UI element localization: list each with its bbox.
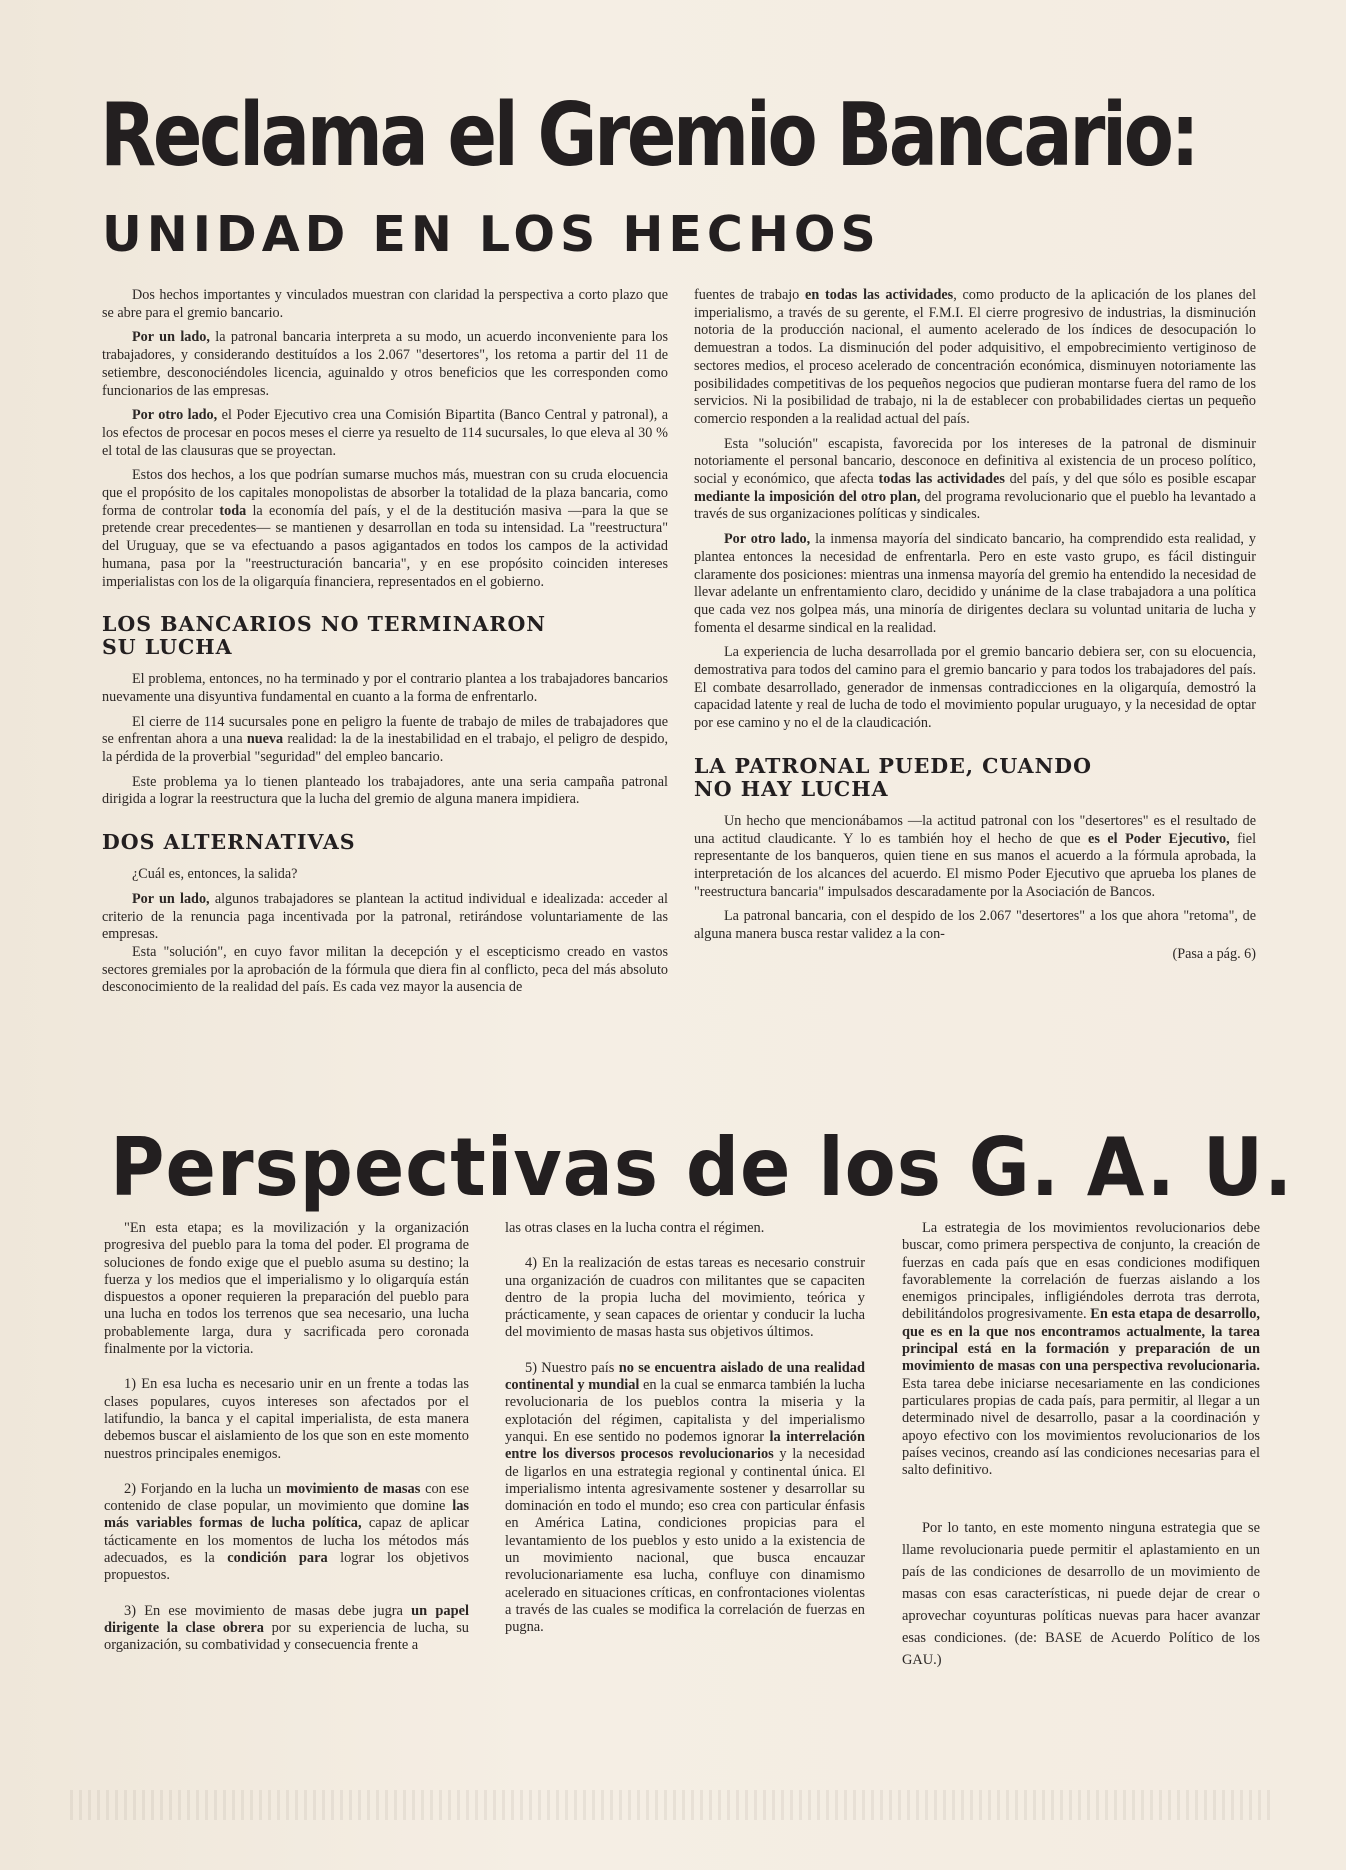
print-smudge (70, 1790, 1270, 1820)
paragraph (104, 1220, 469, 1358)
paragraph (102, 774, 668, 809)
paragraph (104, 1481, 469, 1585)
bold-text: Por otro lado, (132, 407, 218, 424)
paragraph (102, 287, 668, 322)
paragraph (102, 407, 668, 460)
bold-text: no se encuentra aislado de una realidad continental y mundial (505, 1359, 865, 1394)
text: , como producto de la aplicación de los planes del imperialismo, a través de su gerente, el F.M.I. El cierre progresivo de industrias, la disminución notoria de la producción nacional, el aumento acelerado de los índices de desocupación lo demuestran a todos. La disminución del poder adquisitivo, el empobrecimiento vertiginoso de sectores medios, el proceso acelerado de concentración económica, disminuyen notoriamente las posibilidades competitivas de los pequeños negocios que pudieran montarse fuera del ramo de los servicios. Ni la posibilidad de trabajo, ni la de establecer con probabilidades ciertas un pequeño comercio responden a la realidad actual del país. (694, 287, 1257, 427)
bold-text: mediante la imposición del otro plan, (694, 488, 921, 505)
paragraph (102, 329, 668, 400)
text: Por lo tanto, en este momento ninguna estrategia que se llame revolucionaria puede permitir el aplastamiento en un país de las condiciones de desarrollo de un movimiento de masas con esas características, ni puede dejar de crear o aprovechar coyunturas políticas nuevas para hacer avanzar esas condiciones. (de: BASE de Acuerdo Político de los GAU.) (902, 1520, 1260, 1669)
paragraph (104, 1376, 469, 1462)
article1-headline: Reclama el Gremio Bancario: (100, 84, 1197, 186)
bold-text: todas las actividades (878, 471, 1005, 488)
paragraph (694, 813, 1256, 902)
text: realidad: la de la inestabilidad en el trabajo, el peligro de despido, la pérdida de la proverbial "seguridad" del empleo bancario. (102, 731, 669, 766)
section-heading: DOS ALTERNATIVAS (102, 830, 356, 855)
text: La patronal bancaria, con el despido de los 2.067 "desertores" a los que ahora "retoma", de alguna manera busca restar validez a la con- (694, 908, 1256, 943)
text: 4) En la realización de estas tareas es necesario construir una organización de cuadros con militantes que se capaciten dentro de la propia lucha del movimiento, teórica y prácticamente, y sean capaces de orientar y conducir la lucha del movimiento de masas hasta sus objetivos últimos. (505, 1255, 865, 1341)
text: lograr los objetivos propuestos. (104, 1550, 469, 1584)
text: Esta "solución" escapista, favorecida por los intereses de la patronal de disminuir notoriamente el personal bancario, desconoce en definitiva al existencia de un proceso político, social y económico, que afecta (694, 435, 1256, 488)
bold-text: condición para (227, 1550, 328, 1567)
continued-note: (Pasa a pág. 6) (1172, 945, 1256, 962)
article2-headline: Perspectivas de los G. A. U. (110, 1121, 1294, 1214)
text: Un hecho que mencionábamos —la actitud patronal con los "desertores" es el resultado de una actitud claudicante. Y lo es también hoy el hecho de que (694, 812, 1256, 847)
text: el Poder Ejecutivo crea una Comisión Bipartita (Banco Central y patronal), a los efectos de procesar en pocos meses el cierre ya resuelto de 114 sucursales, lo que eleva al 30 % el total de las clausuras que se proyectan. (102, 407, 668, 459)
text: 3) En ese movimiento de masas debe jugra (124, 1602, 412, 1619)
article1-subheadline: UNIDAD EN LOS HECHOS (102, 206, 881, 263)
text: con ese contenido de clase popular, un movimiento que domine (104, 1480, 469, 1515)
section-heading: LA PATRONAL PUEDE, CUANDO NO HAY LUCHA (694, 753, 1092, 801)
bold-text: Por otro lado, (724, 531, 811, 548)
paragraph (694, 908, 1256, 943)
text: La experiencia de lucha desarrollada por el gremio bancario debiera ser, con su elocuencia, demostrativa para todos del camino para el gremio bancario y para todos los trabajadores del país. El combate desarrollado, generador de inmensas contradicciones en la oligarquía, demostró la capacidad latente y real de lucha de todo el movimiento popular uruguayo, y la necesidad de optar por ese camino y no el de la claudicación. (694, 644, 1256, 732)
text: El problema, entonces, no ha terminado y por el contrario plantea a los trabajadores bancarios nuevamente una disyuntiva fundamental en cuanto a la forma de enfrentarlo. (102, 671, 668, 705)
bold-text: movimiento de masas (286, 1480, 421, 1497)
bold-text: las más variables formas de lucha política, (104, 1498, 469, 1532)
text: 1) En esa lucha es necesario unir en un frente a todas las clases populares, cuyos intereses son afectados por el latifundio, la banca y el capital imperialista, de esta manera debemos buscar el aislamiento de los que son en este momento nuestros principales enemigos. (104, 1376, 469, 1462)
text: 5) Nuestro país (525, 1359, 619, 1376)
section-heading: LOS BANCARIOS NO TERMINARON SU LUCHA (102, 612, 547, 660)
text: "En esta etapa; es la movilización y la organización progresiva del pueblo para la toma del poder. El programa de soluciones de fondo exige que el pueblo asuma su destino; la fuerza y los medios que el imperialismo y lo oligarquía están dispuestos a oponer requieren la preparación del pueblo para una lucha en todos los terrenos que sea necesario, una lucha probablemente larga, dura y sacrificada pero coronada finalmente por la victoria. (104, 1220, 469, 1358)
article2-column-1 (104, 1220, 469, 1673)
bold-text: en todas las actividades (805, 287, 954, 303)
text: Esta "solución", en cuyo favor militan la decepción y el escepticismo creado en vastos sectores gremiales por la aprobación de la fórmula que diera fin al conflicto, peca del más absoluto desconocimiento de la realidad del país. Es cada vez mayor la ausencia de (102, 943, 668, 996)
paragraph (505, 1360, 865, 1637)
text: capaz de aplicar tácticamente en los momentos de lucha los métodos más adecuados, es la (104, 1515, 469, 1567)
paragraph (902, 1220, 1260, 1479)
bold-text: Por un lado, (132, 329, 210, 346)
text: Este problema ya lo tienen planteado los trabajadores, ante una seria campaña patronal dirigida a lograr la reestructura que la lucha del gremio de alguna manera impidiera. (102, 773, 668, 808)
paragraph (694, 644, 1256, 733)
text: fiel representante de los banqueros, quien tiene en sus manos el acuerdo a la fórmula aprobada, la interpretación de los alcances del acuerdo. El mismo Poder Ejecutivo que aprueba los planes de "reestructura bancaria" impulsados descaradamente por la Asociación de Bancos. (694, 830, 1257, 900)
article2-column-2 (505, 1220, 865, 1655)
paragraph (102, 891, 668, 944)
article2-column-3 (902, 1220, 1260, 1689)
text: por su experiencia de lucha, su organización, su combatividad y consecuencia frente a (104, 1619, 469, 1654)
paragraph (102, 866, 668, 884)
paragraph (102, 714, 668, 767)
text: Dos hechos importantes y vinculados muestran con claridad la perspectiva a corto plazo que se abre para el gremio bancario. (102, 287, 668, 321)
text: La estrategia de los movimientos revolucionarios debe buscar, como primera perspectiva de conjunto, la creación de fuerzas en cada país que en esas condiciones modifiquen favorablemente la correlación de fuerzas aislando a los enemigos principales, infligiéndoles derrota tras derrota, debilitándolos progresivamente. (902, 1220, 1260, 1323)
paragraph (505, 1220, 865, 1237)
bold-text: toda (219, 502, 247, 519)
paragraph (694, 287, 1256, 429)
text: Esta tarea debe iniciarse necesariamente en las condiciones particulares propias de cada país, para permitir, al llegar a un determinado nivel de desarrollo, pasar a la coordinación y apoyo efectivo con los movimientos revolucionarios de los países vecinos, creando así las condiciones necesarias para el salto definitivo. (902, 1375, 1260, 1479)
text: y la necesidad de ligarlos en una estrategia regional y continental única. El imperialismo intenta agresivamente sostener y desarrollar su dominación en todo el mundo; eso crea con particular énfasis en América Latina, condiciones propicias para el levantamiento de los pueblos y esto unido a la existencia de un movimiento nacional, que busca encauzar revolucionariamente esa lucha, confluye con dinamismo acelerado en situaciones críticas, en confrontaciones violentas a través de las cuales se modifica la correlación de fuerzas en pugna. (505, 1446, 865, 1636)
bold-text: nueva (246, 731, 284, 748)
paragraph (102, 467, 668, 591)
bold-text: un papel dirigente la clase obrera (104, 1602, 469, 1636)
text: fuentes de trabajo (694, 287, 806, 303)
text: del país, y del que sólo es posible escapar (1004, 471, 1256, 488)
article1-right-column (694, 287, 1256, 964)
text: 2) Forjando en la lucha un (124, 1480, 287, 1497)
paragraph (505, 1255, 865, 1341)
text: la economía del país, y el de la destitución masiva —para la que se pretende crear precedentes— se mantienen y desarrollan en toda su intensidad. La "reestructura" del Uruguay, que se va efectuando a pasos agigantados en todos los campos de la actividad humana, pasa por la "reestructuración bancaria", y en ese propósito coinciden intereses imperialistas con los de la oligarquía financiera, representados en el gobierno. (102, 502, 669, 590)
paragraph (102, 944, 668, 997)
text: algunos trabajadores se plantean la actitud individual e idealizada: acceder al criterio de la renuncia paga incentivada por la patronal, retirándose voluntariamente de las empresas. (102, 890, 668, 943)
paragraph (694, 531, 1256, 637)
bold-text: En esta etapa de desarrollo, que es en la que nos encontramos actualmente, la tarea principal está en la formación y preparación de un movimiento de masas con una perspectiva revolucionaria. (902, 1306, 1260, 1375)
paragraph (902, 1517, 1260, 1671)
text: la inmensa mayoría del sindicato bancario, ha comprendido esta realidad, y plantea entonces la necesidad de enfrentarla. Pero en este vasto grupo, es fácil distinguir claramente dos posiciones: mientras una inmensa mayoría del gremio ha entendido la necesidad de llevar adelante un enfrentamiento claro, decidido y unánime de la clase trabajadora a una política que cada vez nos golpea más, una minoría de dirigentes declara su voluntad unitaria de lucha y fomenta el desarme sindical en la realidad. (694, 531, 1256, 636)
article1-left-column (102, 287, 668, 1004)
bold-text: Por un lado, (132, 890, 210, 907)
paragraph (102, 671, 668, 706)
bold-text: la interrelación entre los diversos procesos revolucionarios (505, 1428, 865, 1463)
paragraph (694, 436, 1256, 525)
text: Estos dos hechos, a los que podrían sumarse muchos más, muestran con su cruda elocuencia que el propósito de los capitales monopolistas de absorber la totalidad de la plaza bancaria, como forma de controlar (102, 467, 668, 519)
text: las otras clases en la lucha contra el régimen. (505, 1220, 765, 1236)
text: en la cual se enmarca también la lucha revolucionaria de los pueblos contra la miseria y la explotación del régimen, capitalista y del imperialismo yanqui. En ese sentido no podemos ignorar (505, 1377, 865, 1445)
text: El cierre de 114 sucursales pone en peligro la fuente de trabajo de miles de trabajadores que se enfrentan ahora a una (102, 713, 668, 748)
text: la patronal bancaria interpreta a su modo, un acuerdo inconveniente para los trabajadores, y considerando destituídos a los 2.067 "desertores", los retoma a partir del 11 de setiembre, desconociéndoles licencia, aguinaldo y otros beneficios que les corresponden como funcionarios de las empresas. (102, 329, 668, 399)
text: del programa revolucionario que el pueblo ha levantado a través de sus organizaciones políticas y sindicales. (694, 488, 1256, 523)
bold-text: es el Poder Ejecutivo, (1088, 830, 1230, 847)
text: ¿Cuál es, entonces, la salida? (132, 866, 298, 883)
paragraph (104, 1603, 469, 1655)
